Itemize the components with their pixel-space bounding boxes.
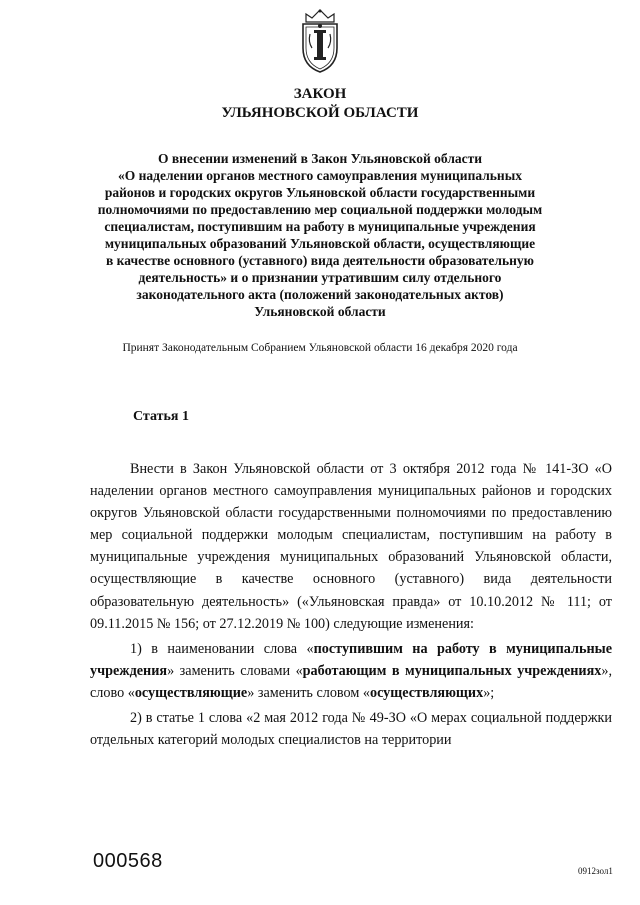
subject-line: О внесении изменений в Закон Ульяновской области (157, 151, 483, 166)
subject-line: полномочиями по предоставлению мер социальной поддержки молодым (97, 202, 543, 217)
subject-line: законодательного акта (положений законодательных актов) (136, 287, 504, 302)
subject-line: районов и городских округов Ульяновской области государственными (104, 185, 536, 200)
law-subject (92, 150, 548, 320)
amendment-item-2: 2) в статье 1 слова «2 мая 2012 года № 49-ЗО «О мерах социальной поддержки отдельных категорий молодых специалистов на территории (90, 710, 612, 749)
law-title-line: ЗАКОН (293, 86, 347, 102)
law-title-line: УЛЬЯНОВСКОЙ ОБЛАСТИ (221, 105, 419, 121)
amendment-item-1 (90, 638, 612, 704)
adoption-note: Принят Законодательным Собранием Ульяновской области 16 декабря 2020 года (122, 342, 518, 354)
item-emphasis: поступившим на работу в муниципальные учреждения (90, 640, 612, 679)
subject-line: муниципальных образований Ульяновской области, осуществляющие (104, 236, 536, 251)
article-heading: Статья 1 (133, 409, 189, 424)
law-title (0, 85, 640, 123)
document-code: 0912зол1 (578, 866, 613, 876)
article-intro-paragraph: Внести в Закон Ульяновской области от 3 октября 2012 года № 141-ЗО «О наделении органов местного самоуправления муниципальных районов и городских округов Ульяновской области государственными полномочиями по предоставлению мер социальной поддержки молодым специалистам, поступившим на работу в муниципальные учреждения муниципальных образований Ульяновской области, осуществляющие в качестве основного (уставного) вида деятельности образовательную деятельность» («Ульяновская правда» от 10.10.2012 № 111; от 09.11.2015 № 156; от 27.12.2019 № 100) следующие изменения: (90, 461, 612, 632)
item-emphasis: осуществляющих (369, 684, 484, 701)
subject-line: в качестве основного (уставного) вида деятельности образовательную (106, 253, 534, 268)
item-text: » заменить словами « (167, 662, 303, 679)
subject-line: деятельность» и о признании утратившим силу отдельного (138, 270, 502, 285)
item-text: 1) в наименовании слова « (130, 640, 314, 657)
item-text: »; (483, 684, 495, 701)
item-emphasis: работающим в муниципальных учреждениях (302, 662, 602, 679)
article-body (90, 458, 612, 751)
document-number: 000568 (93, 850, 163, 872)
subject-line: специалистам, поступившим на работу в муниципальные учреждения (104, 219, 536, 234)
item-text: », слово « (90, 662, 612, 701)
item-emphasis: осуществляющие (134, 684, 248, 701)
subject-line: Ульяновской области (254, 304, 386, 319)
item-text: » заменить словом « (247, 684, 370, 701)
subject-line: «О наделении органов местного самоуправления муниципальных (117, 168, 523, 183)
ulyanovsk-coat-of-arms-icon (298, 8, 342, 74)
